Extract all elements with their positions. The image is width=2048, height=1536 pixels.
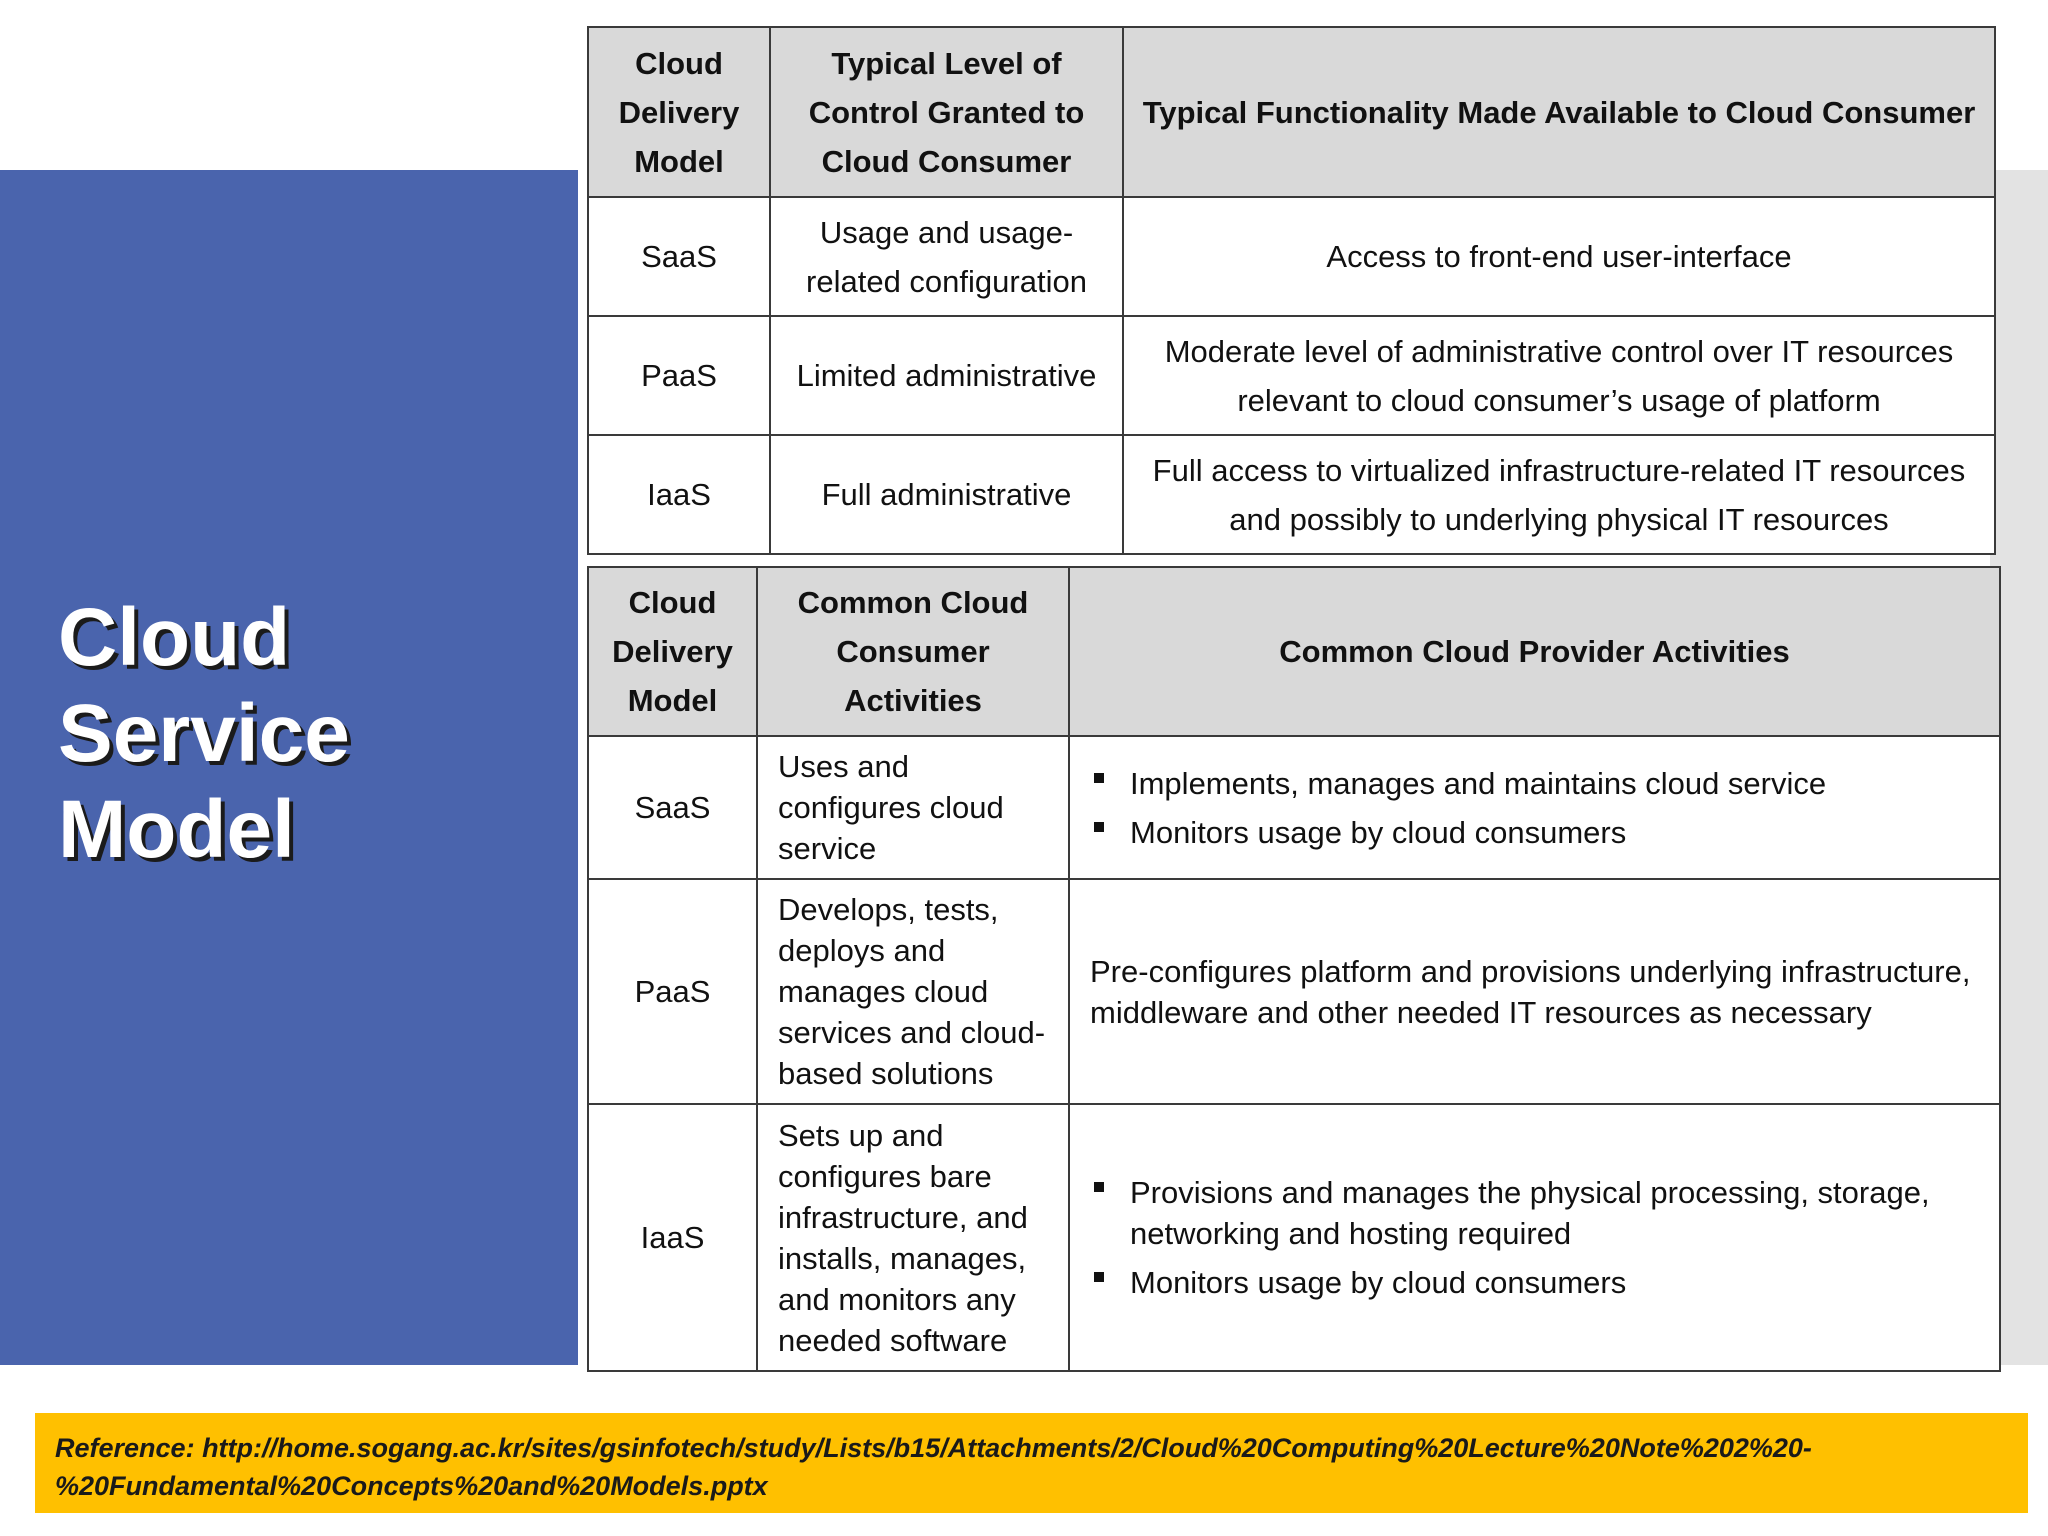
table-row [588,879,2000,1104]
header-delivery-model: Cloud Delivery Model [588,567,757,736]
cell-model: IaaS [588,1104,757,1371]
title-line-2: Service [58,688,350,779]
cell-control: Usage and usage-related configuration [770,197,1123,316]
cell-consumer-activities: Uses and configures cloud service [757,736,1069,879]
cell-control: Full administrative [770,435,1123,554]
list-item [1090,1262,1979,1303]
list-item-text: Implements, manages and maintains cloud service [1130,765,1827,801]
header-control-level: Typical Level of Control Granted to Cloud Consumer [770,27,1123,197]
square-bullet-icon [1094,822,1104,832]
list-item [1090,812,1979,853]
cell-provider-activities: Pre-configures platform and provisions underlying infrastructure, middleware and other needed IT resources as necessary [1069,879,2000,1104]
table-row [588,736,2000,879]
header-delivery-model: Cloud Delivery Model [588,27,770,197]
table-header-row [588,567,2000,736]
list-item [1090,763,1979,804]
provider-bullet-list [1090,1172,1979,1303]
square-bullet-icon [1094,1272,1104,1282]
cell-consumer-activities: Develops, tests, deploys and manages cloud services and cloud-based solutions [757,879,1069,1104]
header-consumer-activities: Common Cloud Consumer Activities [757,567,1069,736]
header-provider-activities: Common Cloud Provider Activities [1069,567,2000,736]
cell-provider-activities [1069,1104,2000,1371]
cell-consumer-activities: Sets up and configures bare infrastructure, and installs, manages, and monitors any needed software [757,1104,1069,1371]
title-line-1: Cloud [58,592,291,683]
table-row [588,316,1995,435]
cell-functionality: Access to front-end user-interface [1123,197,1995,316]
table-row [588,435,1995,554]
cell-control: Limited administrative [770,316,1123,435]
cell-model: SaaS [588,736,757,879]
list-item-text: Provisions and manages the physical processing, storage, networking and hosting required [1130,1175,1930,1251]
cell-functionality: Moderate level of administrative control over IT resources relevant to cloud consumer’s usage of platform [1123,316,1995,435]
square-bullet-icon [1094,1182,1104,1192]
header-functionality: Typical Functionality Made Available to Cloud Consumer [1123,27,1995,197]
activities-table [587,566,2001,1372]
square-bullet-icon [1094,773,1104,783]
list-item-text: Monitors usage by cloud consumers [1130,814,1627,850]
cell-model: SaaS [588,197,770,316]
control-level-table [587,26,1996,555]
cell-model: IaaS [588,435,770,554]
reference-bar [35,1413,2028,1513]
reference-line-2: %20Fundamental%20Concepts%20and%20Models.pptx [55,1471,768,1501]
table-header-row [588,27,1995,197]
list-item-text: Monitors usage by cloud consumers [1130,1265,1627,1300]
title-line-3: Model [58,784,295,875]
cell-model: PaaS [588,879,757,1104]
cell-functionality: Full access to virtualized infrastructure-related IT resources and possibly to underlying physical IT resources [1123,435,1995,554]
reference-line-1: Reference: http://home.sogang.ac.kr/sites/gsinfotech/study/Lists/b15/Attachments/2/Cloud%20Computing%20Lecture%20Note%202%20- [55,1433,1812,1463]
table-row [588,1104,2000,1371]
list-item [1090,1172,1979,1254]
slide-title [58,590,558,878]
cell-provider-activities [1069,736,2000,879]
table-row [588,197,1995,316]
provider-bullet-list [1090,763,1979,853]
cell-model: PaaS [588,316,770,435]
